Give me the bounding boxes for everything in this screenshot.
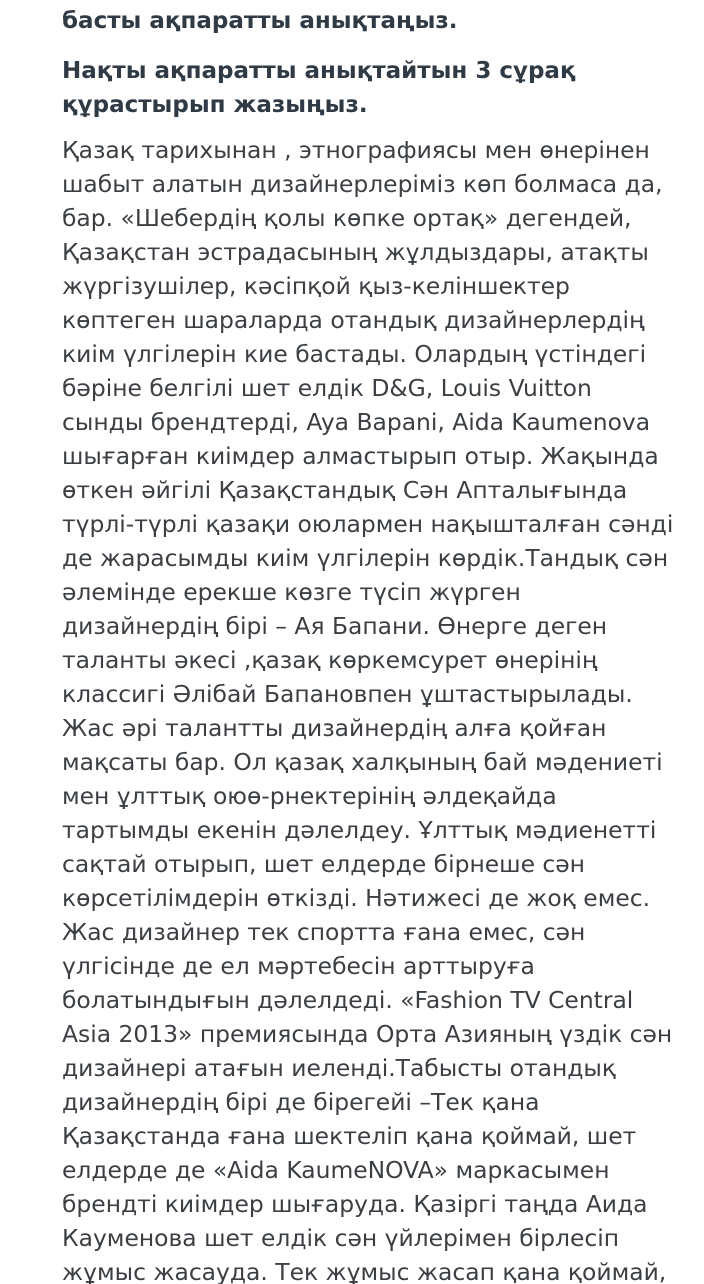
article-line: жұмыс жасауда. Тек жұмыс жасап қана қоймай, bbox=[62, 1258, 667, 1284]
article-text bbox=[62, 133, 702, 1284]
article-line: көптеген шараларда отандық дизайнерлердің bbox=[62, 306, 645, 334]
article-line: көрсетілімдерін өткізді. Нәтижесі де жоқ емес. bbox=[62, 884, 651, 912]
article-line: дизайнердің бірі де бірегейі –Тек қана bbox=[62, 1088, 540, 1116]
article-line: Қазақ тарихынан , этнографиясы мен өнерінен bbox=[62, 136, 650, 164]
article-line: жүргізушілер, кәсіпқой қыз-келіншектер bbox=[62, 272, 570, 300]
article-line: шабыт алатын дизайнерлеріміз көп болмаса да, bbox=[62, 170, 663, 198]
article-line: әлемінде ерекше көзге түсіп жүрген bbox=[62, 578, 521, 606]
article-line: киім үлгілерін кие бастады. Олардың үстіндегі bbox=[62, 340, 647, 368]
article-line: Қазақстанда ғана шектеліп қана қоймай, шет bbox=[62, 1122, 637, 1150]
article-line: өткен әйгілі Қазақстандық Сән Апталығында bbox=[62, 476, 628, 504]
article-line: үлгісінде де ел мәртебесін арттыруға bbox=[62, 952, 535, 980]
article-line: тартымды екенін дәлелдеу. Ұлттық мәдиенетті bbox=[62, 816, 657, 844]
article-line: сынды брендтерді, Aya Bapani, Aida Kaumenova bbox=[62, 408, 651, 436]
instruction-line-1: басты ақпаратты анықтаңыз. bbox=[62, 8, 458, 34]
article-line: сақтай отырып, шет елдерде бірнеше сән bbox=[62, 850, 585, 878]
article-line: елдерде де «Aida KaumeNOVA» маркасымен bbox=[62, 1156, 610, 1184]
article-line: дизайнері атағын иеленді.Табысты отандық bbox=[62, 1054, 617, 1082]
article-line: бар. «Шебердің қолы көпке ортақ» дегендей, bbox=[62, 204, 632, 232]
article-line: таланты әкесі ,қазақ көркемсурет өнерінің bbox=[62, 646, 598, 674]
article-line: мен ұлттық оюө-рнектерінің әлдеқайда bbox=[62, 782, 557, 810]
article-line: классигі Әлібай Бапановпен ұштастырылады. bbox=[62, 680, 633, 708]
article-line: түрлі-түрлі қазақи оюлармен нақышталған сәнді bbox=[62, 510, 674, 538]
article-line: Жас дизайнер тек спортта ғана емес, сән bbox=[62, 918, 586, 946]
article-line: Asia 2013» премиясында Орта Азияның үздік сән bbox=[62, 1020, 673, 1048]
article-line: Қазақстан эстрадасының жұлдыздары, атақты bbox=[62, 238, 649, 266]
article-line: дизайнердің бірі – Ая Бапани. Өнерге деген bbox=[62, 612, 608, 640]
instruction-question-prompt bbox=[62, 54, 576, 122]
article-line: де жарасымды киім үлгілерін көрдік.Тандық сән bbox=[62, 544, 669, 572]
article-line: брендті киімдер шығаруда. Қазіргі таңда Аида bbox=[62, 1190, 648, 1218]
instruction-line-2: Нақты ақпаратты анықтайтын 3 сұрақ bbox=[62, 58, 576, 84]
instruction-line-3: құрастырып жазыңыз. bbox=[62, 92, 368, 118]
article-line: мақсаты бар. Ол қазақ халқының бай мәдениеті bbox=[62, 748, 663, 776]
article-line: Жас әрі талантты дизайнердің алға қойған bbox=[62, 714, 607, 742]
article-line: шығарған киімдер алмастырып отыр. Жақында bbox=[62, 442, 659, 470]
article-line: Кауменова шет елдік сән үйлерімен бірлесіп bbox=[62, 1224, 620, 1252]
article-line: бәріне белгілі шет елдік D&G, Louis Vuitton bbox=[62, 374, 592, 402]
article-line: болатындығын дәлелдеді. «Fashion TV Central bbox=[62, 986, 634, 1014]
